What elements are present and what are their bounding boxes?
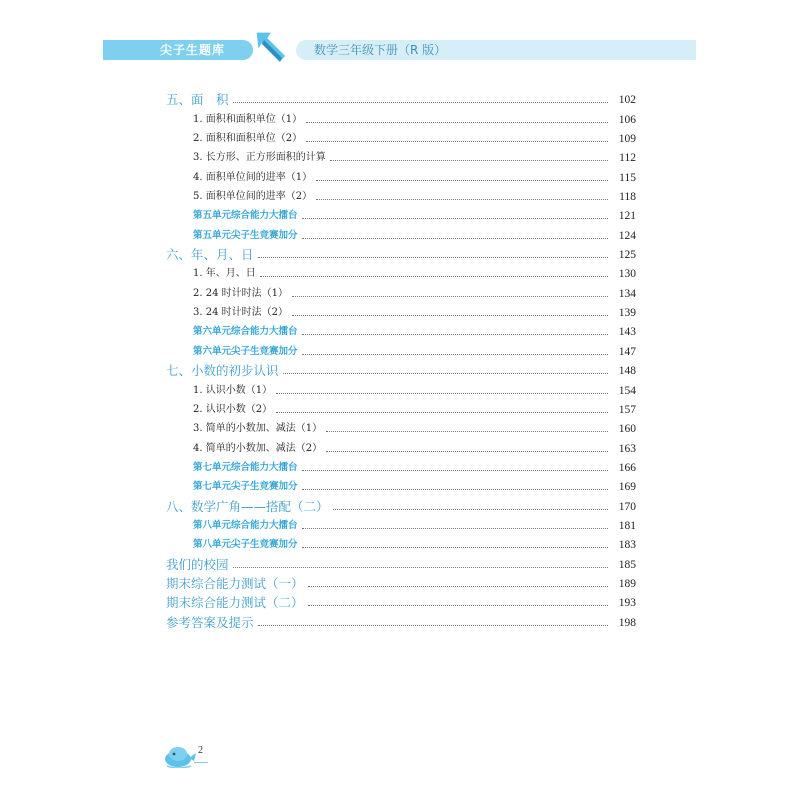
toc-entry-title: 期末综合能力测试（一）	[166, 575, 304, 591]
toc-entry-special	[166, 514, 636, 533]
toc-entry-chapter	[166, 494, 636, 513]
toc-entry-chapter	[166, 243, 636, 262]
toc-entry-page: 109	[618, 133, 636, 146]
dot-leader	[306, 122, 608, 123]
toc-entry-special	[166, 223, 636, 242]
toc-entry-title: 第七单元综合能力大擂台	[193, 461, 298, 473]
toc-entry-chapter	[166, 552, 636, 571]
dot-leader	[302, 354, 608, 355]
toc-entry-title: 3. 简单的小数加、减法（1）	[193, 423, 323, 435]
toc-entry-page: 160	[618, 423, 636, 436]
page-number: 2	[198, 745, 203, 756]
toc-entry-title: 第七单元尖子生竞赛加分	[193, 481, 298, 493]
toc-entry-title: 八、数学广角——搭配（二）	[166, 498, 329, 514]
dot-leader	[316, 199, 608, 200]
toc-entry-title: 参考答案及提示	[166, 614, 254, 630]
toc-entry-page: 157	[618, 403, 636, 416]
header-brand: 尖子生题库	[160, 43, 226, 57]
toc-entry-lesson	[166, 146, 636, 165]
dot-leader	[302, 470, 608, 471]
toc-entry-page: 183	[618, 539, 636, 552]
toc-entry-chapter	[166, 88, 636, 107]
toc-entry-page: 185	[618, 558, 636, 571]
toc-entry-page: 134	[618, 287, 636, 300]
toc-entry-title: 3. 长方形、正方形面积的计算	[193, 152, 326, 164]
toc-entry-lesson	[166, 127, 636, 146]
dot-leader	[302, 547, 608, 548]
toc-entry-lesson	[166, 107, 636, 126]
dot-leader	[330, 160, 608, 161]
toc-entry-page: 143	[618, 326, 636, 339]
toc-entry-special	[166, 204, 636, 223]
toc-entry-page: 148	[618, 365, 636, 378]
toc-entry-title: 2. 认识小数（2）	[193, 403, 273, 415]
dot-leader	[333, 509, 608, 510]
toc-entry-page: 170	[618, 500, 636, 513]
toc-entry-chapter	[166, 359, 636, 378]
dot-leader	[302, 218, 608, 219]
toc-entry-page: 193	[618, 597, 636, 610]
toc-entry-special	[166, 339, 636, 358]
toc-entry-title: 5. 面积单位间的进率（2）	[193, 191, 313, 203]
toc-entry-lesson	[166, 281, 636, 300]
dot-leader	[326, 431, 608, 432]
toc-entry-page: 198	[618, 616, 636, 629]
toc-entry-special	[166, 456, 636, 475]
toc-entry-lesson	[166, 301, 636, 320]
toc-entry-title: 六、年、月、日	[166, 247, 254, 263]
dot-leader	[302, 238, 608, 239]
dot-leader	[283, 373, 608, 374]
toc-entry-chapter	[166, 572, 636, 591]
toc-entry-title: 七、小数的初步认识	[166, 363, 279, 379]
toc-entry-lesson	[166, 398, 636, 417]
dot-leader	[326, 451, 608, 452]
toc-entry-page: 166	[618, 461, 636, 474]
toc-entry-page: 115	[619, 171, 636, 184]
dot-leader	[306, 141, 608, 142]
toc-entry-title: 五、面 积	[166, 92, 229, 108]
toc-entry-lesson	[166, 436, 636, 455]
toc-entry-lesson	[166, 262, 636, 281]
toc-entry-special	[166, 475, 636, 494]
toc-entry-title: 我们的校园	[166, 556, 229, 572]
toc-entry-page: 189	[618, 577, 636, 590]
whale-icon	[163, 744, 197, 768]
dot-leader	[258, 257, 608, 258]
toc-entry-lesson	[166, 417, 636, 436]
dot-leader	[233, 567, 608, 568]
toc-entry-page: 102	[618, 94, 636, 107]
dot-leader	[302, 528, 608, 529]
toc-entry-title: 3. 24 时计时法（2）	[193, 307, 288, 319]
toc-entry-page: 163	[618, 442, 636, 455]
dot-leader	[292, 296, 608, 297]
toc-entry-title: 第六单元综合能力大擂台	[193, 326, 298, 338]
arrow-icon	[250, 30, 290, 66]
page-header	[0, 0, 800, 80]
toc-entry-title: 第五单元综合能力大擂台	[193, 210, 298, 222]
toc-entry-page: 112	[619, 152, 636, 165]
toc-entry-page: 169	[618, 481, 636, 494]
toc-entry-chapter	[166, 610, 636, 629]
table-of-contents	[166, 88, 636, 630]
toc-entry-page: 154	[618, 384, 636, 397]
dot-leader	[302, 489, 608, 490]
dot-leader	[258, 625, 608, 626]
toc-entry-lesson	[166, 165, 636, 184]
toc-entry-page: 139	[618, 307, 636, 320]
dot-leader	[233, 102, 608, 103]
footer-divider	[194, 762, 208, 763]
toc-entry-title: 第八单元综合能力大擂台	[193, 519, 298, 531]
toc-entry-title: 1. 认识小数（1）	[193, 384, 273, 396]
toc-entry-title: 第六单元尖子生竞赛加分	[193, 345, 298, 357]
toc-entry-page: 181	[618, 519, 636, 532]
toc-entry-title: 第五单元尖子生竞赛加分	[193, 229, 298, 241]
dot-leader	[308, 605, 608, 606]
dot-leader	[276, 412, 608, 413]
toc-entry-title: 期末综合能力测试（二）	[166, 595, 304, 611]
toc-entry-page: 121	[618, 210, 636, 223]
toc-entry-page: 124	[618, 229, 636, 242]
toc-entry-page: 130	[618, 268, 636, 281]
dot-leader	[292, 315, 608, 316]
dot-leader	[302, 334, 608, 335]
toc-entry-page: 125	[618, 249, 636, 262]
toc-entry-title: 2. 24 时计时法（1）	[193, 287, 288, 299]
toc-entry-special	[166, 320, 636, 339]
dot-leader	[276, 393, 608, 394]
toc-entry-page: 147	[618, 345, 636, 358]
toc-entry-title: 2. 面积和面积单位（2）	[193, 133, 303, 145]
header-subject: 数学三年级下册（R 版）	[314, 43, 447, 57]
toc-entry-page: 118	[619, 191, 636, 204]
toc-entry-special	[166, 533, 636, 552]
dot-leader	[316, 180, 608, 181]
toc-entry-title: 1. 年、月、日	[193, 268, 256, 280]
toc-entry-page: 106	[618, 113, 636, 126]
toc-entry-title: 4. 简单的小数加、减法（2）	[193, 442, 323, 454]
toc-entry-lesson	[166, 185, 636, 204]
dot-leader	[308, 586, 608, 587]
toc-entry-chapter	[166, 591, 636, 610]
toc-entry-lesson	[166, 378, 636, 397]
toc-entry-title: 1. 面积和面积单位（1）	[193, 113, 303, 125]
dot-leader	[260, 276, 608, 277]
toc-entry-title: 第八单元尖子生竞赛加分	[193, 539, 298, 551]
toc-entry-title: 4. 面积单位间的进率（1）	[193, 171, 313, 183]
